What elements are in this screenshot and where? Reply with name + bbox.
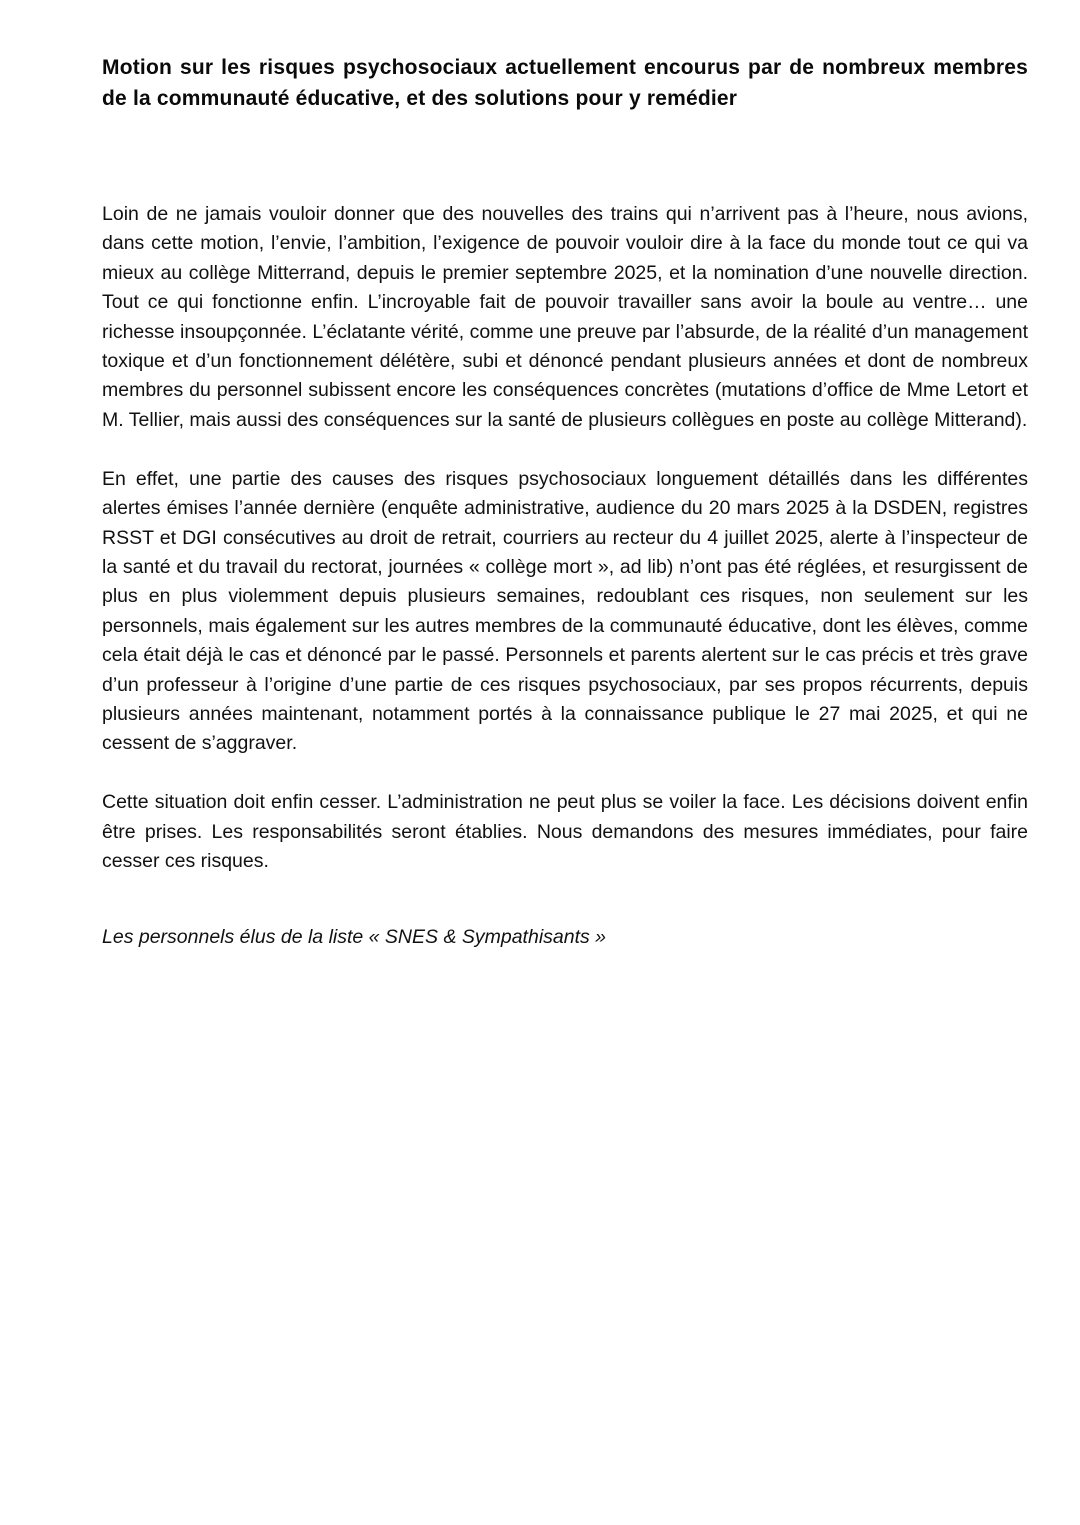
document-title: Motion sur les risques psychosociaux actuellement encourus par de nombreux membres de la communauté éducative, et des solutions pour y remédier — [102, 56, 1028, 110]
paragraph-conclusion: Cette situation doit enfin cesser. L’administration ne peut plus se voiler la face. Les décisions doivent enfin être prises. Les responsabilités seront établies. Nous demandons des mesures immédiates, pour faire cesser ces risques. — [102, 791, 1028, 873]
paragraph-causes: En effet, une partie des causes des risques psychosociaux longuement détaillés dans les différentes alertes émises l’année dernière (enquête administrative, audience du 20 mars 2025 à la DSDEN, registres RSST et DGI consécutives au droit de retrait, courriers au recteur du 4 juillet 2025, alerte à l’inspecteur de la santé et du travail du rectorat, journées « collège mort », ad lib) n’ont pas été réglées, et resurgissent de plus en plus violemment depuis plusieurs semaines, redoublant ces risques, non seulement sur les personnels, mais également sur les autres membres de la communauté éducative, dont les élèves, comme cela était déjà le cas et dénoncé par le passé. Personnels et parents alertent sur le cas précis et très grave d’un professeur à l’origine d’une partie de ces risques psychosociaux, par ses propos récurrents, depuis plusieurs années maintenant, notamment portés à la connaissance publique le 27 mai 2025, et qui ne cessent de s’aggraver. — [102, 467, 1028, 755]
signature-line: Les personnels élus de la liste « SNES & Sympathisants » — [102, 925, 607, 948]
paragraph-intro: Loin de ne jamais vouloir donner que des nouvelles des trains qui n’arrivent pas à l’heure, nous avions, dans cette motion, l’envie, l’ambition, l’exigence de pouvoir vouloir dire à la face du monde tout ce qui va mieux au collège Mitterrand, depuis le premier septembre 2025, et la nomination d’une nouvelle direction. Tout ce qui fonctionne enfin. L’incroyable fait de pouvoir travailler sans avoir la boule au ventre… une richesse insoupçonnée. L’éclatante vérité, comme une preuve par l’absurde, de la réalité d’un management toxique et d’un fonctionnement délétère, subi et dénoncé pendant plusieurs années et dont de nombreux membres du personnel subissent encore les conséquences concrètes (mutations d’office de Mme Letort et M. Tellier, mais aussi des conséquences sur la santé de plusieurs collègues en poste au collège Mitterand). — [102, 203, 1028, 431]
